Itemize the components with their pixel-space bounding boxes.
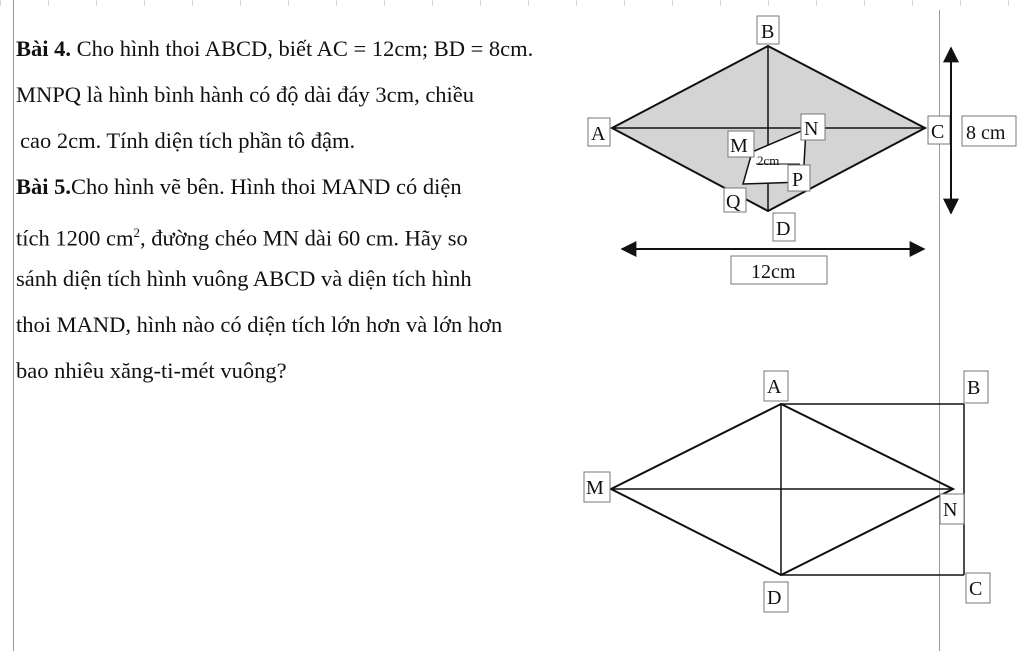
ac-label: 12cm bbox=[751, 261, 796, 283]
rhombus-figure bbox=[588, 16, 1016, 284]
label-p: P bbox=[792, 169, 804, 191]
problem5-text1: Cho hình vẽ bên. Hình thoi MAND có diện bbox=[71, 174, 462, 199]
label-m2: M bbox=[586, 477, 604, 499]
problem5-text2-sup: 2 bbox=[133, 225, 140, 240]
label-n2: N bbox=[943, 499, 958, 521]
square-figure bbox=[584, 371, 990, 612]
problem5-heading: Bài 5. bbox=[16, 174, 72, 199]
label-q: Q bbox=[726, 191, 741, 213]
label-b: B bbox=[761, 21, 775, 43]
problem4-heading: Bài 4. bbox=[16, 36, 72, 61]
label-b2: B bbox=[967, 377, 981, 399]
problem5-text2-post: , đường chéo MN dài 60 cm. Hãy so bbox=[139, 225, 468, 251]
label-c2: C bbox=[969, 578, 983, 600]
problem5-text2-pre: tích 1200 cm bbox=[16, 225, 134, 251]
problem5-line5: bao nhiêu xăng-ti-mét vuông? bbox=[16, 358, 287, 383]
label-d2: D bbox=[767, 587, 782, 609]
label-a2: A bbox=[767, 376, 782, 398]
label-a: A bbox=[591, 123, 606, 145]
height-label: 2cm bbox=[757, 153, 780, 168]
problem5-line3: sánh diện tích hình vuông ABCD và diện tích hình bbox=[16, 266, 472, 291]
label-d: D bbox=[776, 218, 791, 240]
bd-label: 8 cm bbox=[966, 122, 1006, 144]
problem4-line3: cao 2cm. Tính diện tích phần tô đậm. bbox=[20, 128, 356, 153]
problem5-line4: thoi MAND, hình nào có diện tích lớn hơn và lớn hơn bbox=[16, 312, 503, 337]
problem4-text1: Cho hình thoi ABCD, biết AC = 12cm; BD = 8cm. bbox=[76, 36, 534, 61]
label-m: M bbox=[730, 135, 748, 157]
label-n: N bbox=[804, 118, 819, 140]
label-c: C bbox=[931, 121, 945, 143]
problem4-line2: MNPQ là hình bình hành có độ dài đáy 3cm, chiều bbox=[16, 82, 475, 107]
